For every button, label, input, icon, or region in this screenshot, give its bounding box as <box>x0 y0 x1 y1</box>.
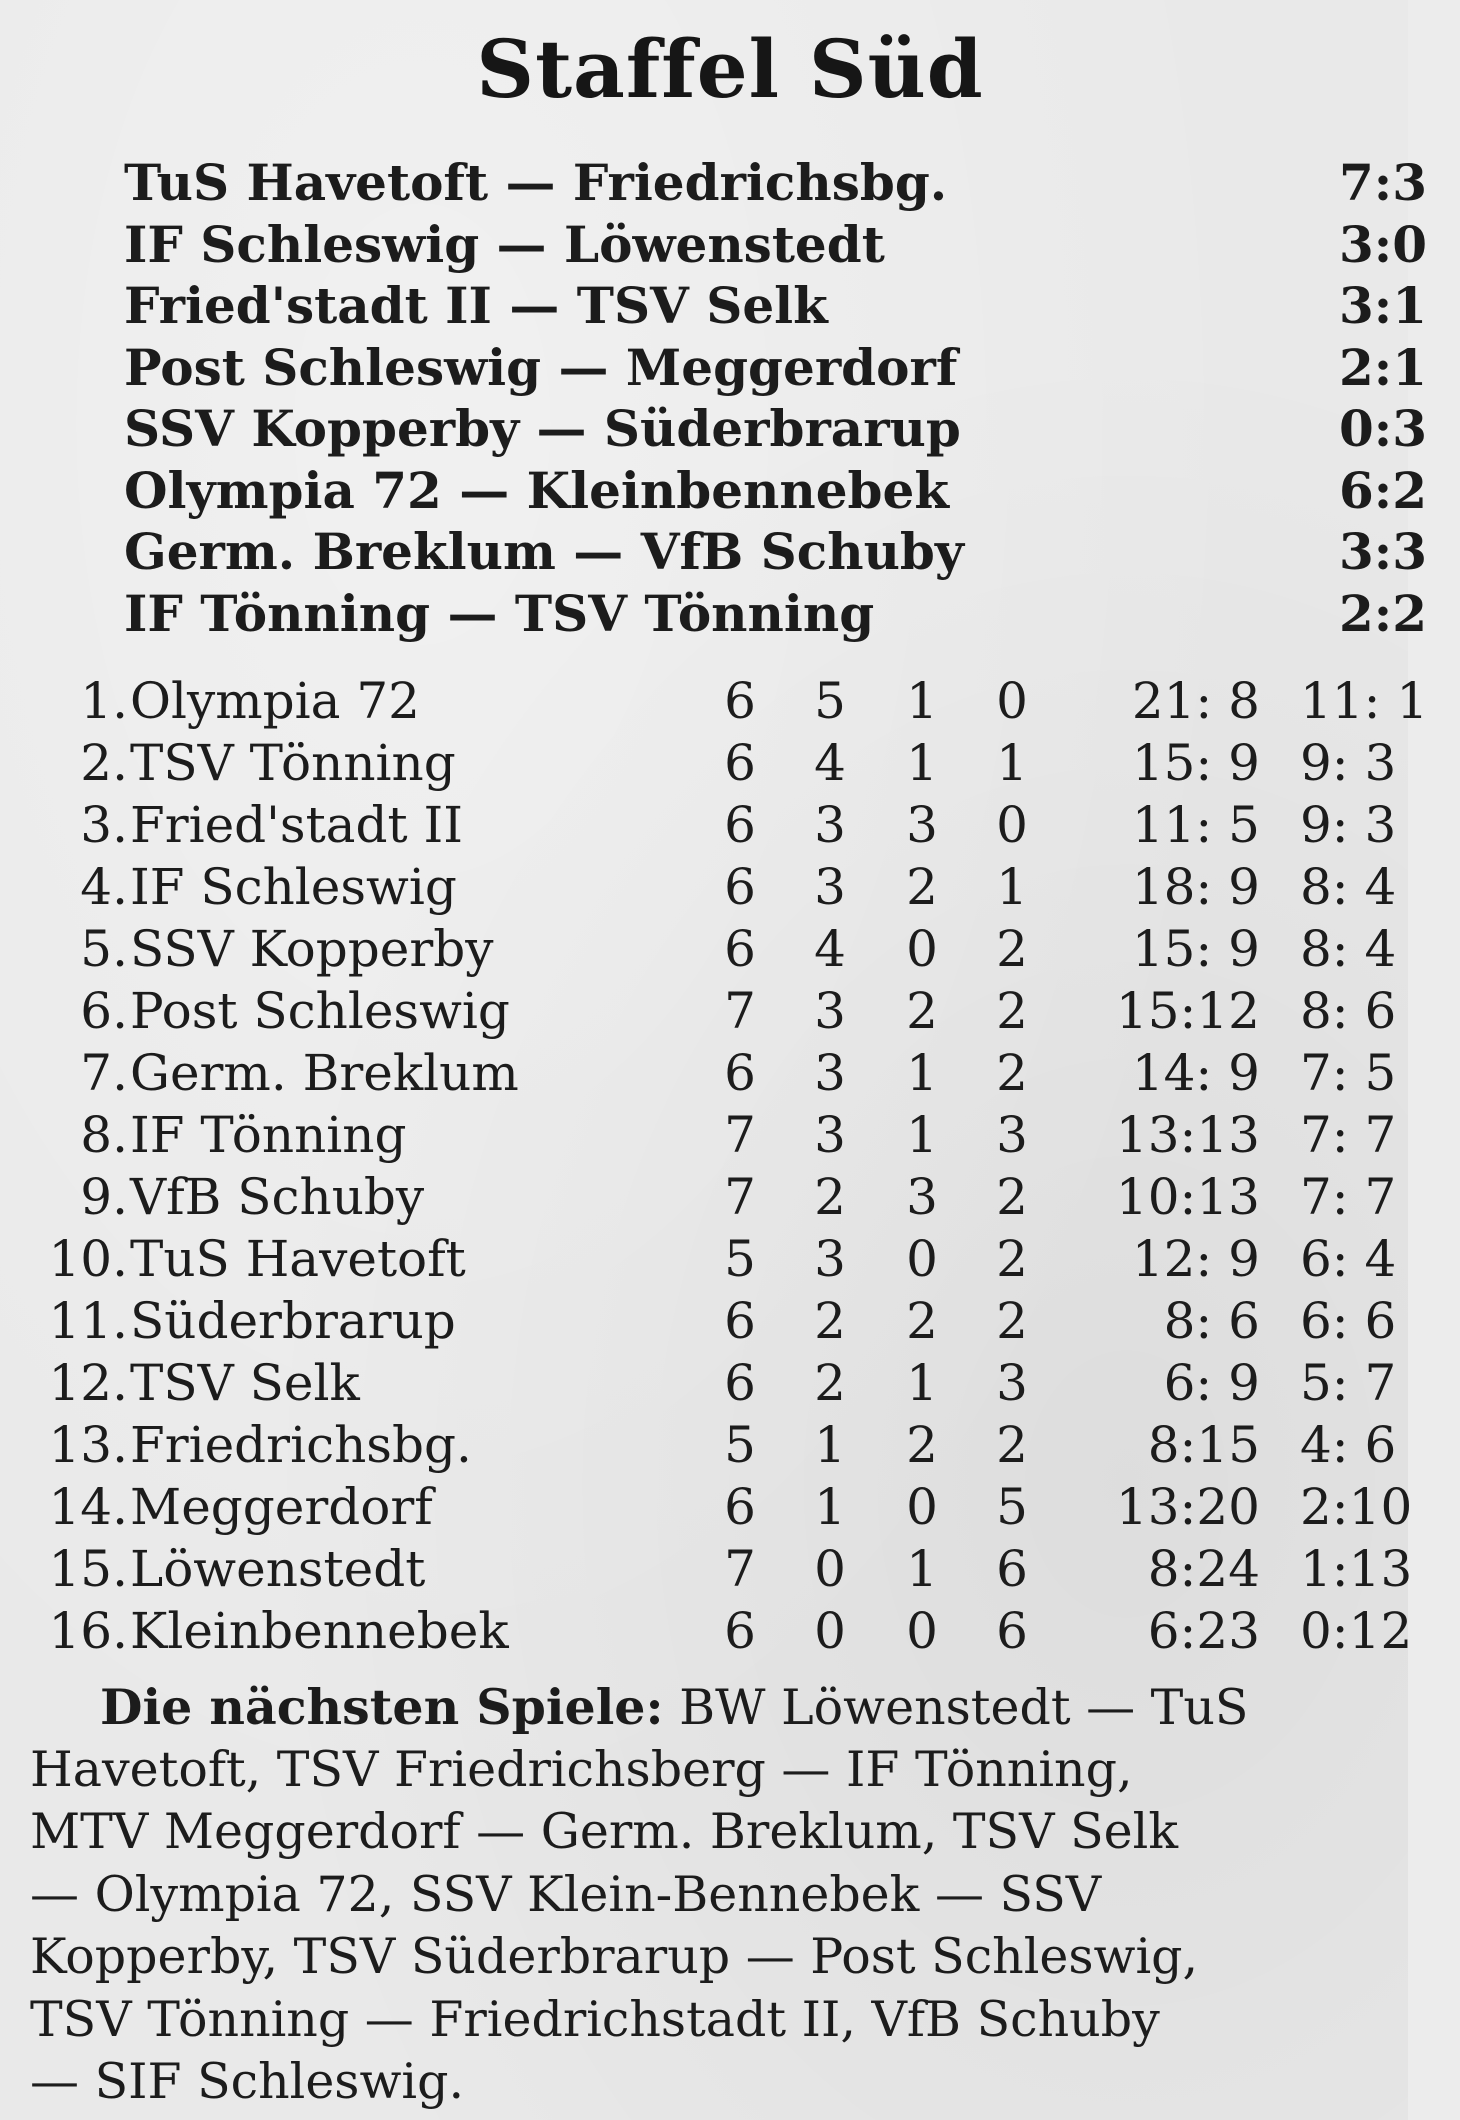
result-match: Fried'stadt II — TSV Selk <box>124 276 828 335</box>
result-row <box>124 152 1428 214</box>
wins: 1 <box>814 1478 846 1536</box>
losses: 5 <box>996 1478 1028 1536</box>
goals: 18: 9 <box>1131 858 1260 916</box>
result-score: 6:2 <box>1339 460 1428 520</box>
next-games-text: BW Löwenstedt — TuS <box>679 1679 1249 1736</box>
points: 7: 7 <box>1300 1168 1397 1226</box>
result-match: TuS Havetoft — Friedrichsbg. <box>124 153 948 212</box>
rank: 16. <box>48 1602 128 1660</box>
draws: 1 <box>906 1354 938 1412</box>
standings-row <box>30 1228 1430 1290</box>
goals: 13:13 <box>1115 1106 1260 1164</box>
rank: 13. <box>48 1416 128 1474</box>
points: 1:13 <box>1300 1540 1413 1598</box>
points: 7: 7 <box>1300 1106 1397 1164</box>
wins: 0 <box>814 1540 846 1598</box>
result-score: 3:0 <box>1339 214 1428 274</box>
result-match: SSV Kopperby — Süderbrarup <box>124 399 961 458</box>
draws: 1 <box>906 1106 938 1164</box>
result-score: 7:3 <box>1339 153 1428 212</box>
wins: 3 <box>814 1106 846 1164</box>
standings-table <box>30 670 1430 1662</box>
team-name: Germ. Breklum <box>130 1044 519 1102</box>
standings-row <box>30 1166 1430 1228</box>
goals: 15: 9 <box>1131 920 1260 978</box>
standings-row <box>30 1042 1430 1104</box>
draws: 0 <box>906 1602 938 1660</box>
losses: 3 <box>996 1106 1028 1164</box>
rank: 5. <box>80 920 128 978</box>
points: 4: 6 <box>1300 1416 1397 1474</box>
points: 6: 6 <box>1300 1292 1397 1350</box>
games-played: 6 <box>724 1602 756 1660</box>
losses: 2 <box>996 1416 1028 1474</box>
rank: 6. <box>80 982 128 1040</box>
next-games-line: MTV Meggerdorf — Germ. Breklum, TSV Selk <box>30 1803 1179 1860</box>
standings-row <box>30 980 1430 1042</box>
rank: 10. <box>48 1230 128 1288</box>
rank: 11. <box>48 1292 128 1350</box>
result-row <box>124 521 1428 583</box>
standings-row <box>30 1600 1430 1662</box>
goals: 15:12 <box>1115 982 1260 1040</box>
draws: 0 <box>906 1478 938 1536</box>
section-title: Staffel Süd <box>476 22 984 116</box>
points: 8: 6 <box>1300 982 1397 1040</box>
team-name: TSV Tönning <box>130 734 456 792</box>
draws: 2 <box>906 1292 938 1350</box>
wins: 3 <box>814 796 846 854</box>
team-name: VfB Schuby <box>130 1168 425 1226</box>
standings-row <box>30 1352 1430 1414</box>
games-played: 7 <box>724 1106 756 1164</box>
goals: 15: 9 <box>1131 734 1260 792</box>
match-results <box>124 152 1428 644</box>
team-name: Friedrichsbg. <box>130 1416 472 1474</box>
points: 11: 1 <box>1300 672 1429 730</box>
result-score: 2:1 <box>1339 337 1428 397</box>
standings-row <box>30 1104 1430 1166</box>
losses: 2 <box>996 1292 1028 1350</box>
points: 8: 4 <box>1300 920 1397 978</box>
standings-row <box>30 1290 1430 1352</box>
draws: 2 <box>906 1416 938 1474</box>
wins: 3 <box>814 1230 846 1288</box>
team-name: Meggerdorf <box>130 1478 433 1536</box>
games-played: 5 <box>724 1230 756 1288</box>
wins: 1 <box>814 1416 846 1474</box>
draws: 1 <box>906 672 938 730</box>
result-score: 3:3 <box>1339 522 1428 581</box>
team-name: Löwenstedt <box>130 1540 426 1598</box>
games-played: 7 <box>724 1168 756 1226</box>
next-games-label: Die nächsten Spiele: <box>100 1678 664 1736</box>
draws: 3 <box>906 796 938 854</box>
points: 8: 4 <box>1300 858 1397 916</box>
wins: 3 <box>814 858 846 916</box>
losses: 1 <box>996 734 1028 792</box>
losses: 2 <box>996 1044 1028 1102</box>
wins: 0 <box>814 1602 846 1660</box>
games-played: 6 <box>724 672 756 730</box>
goals: 6:23 <box>1147 1602 1260 1660</box>
team-name: Post Schleswig <box>130 982 510 1040</box>
losses: 3 <box>996 1354 1028 1412</box>
next-games-paragraph <box>30 1676 1430 2114</box>
team-name: Fried'stadt II <box>130 796 463 854</box>
rank: 12. <box>48 1354 128 1412</box>
goals: 8:24 <box>1147 1540 1260 1598</box>
next-games-line: — SIF Schleswig. <box>30 2053 465 2110</box>
standings-row <box>30 670 1430 732</box>
wins: 3 <box>814 982 846 1040</box>
draws: 3 <box>906 1168 938 1226</box>
result-match: Olympia 72 — Kleinbennebek <box>124 460 949 520</box>
team-name: Olympia 72 <box>130 672 420 730</box>
draws: 1 <box>906 1044 938 1102</box>
team-name: TuS Havetoft <box>130 1230 466 1288</box>
wins: 4 <box>814 920 846 978</box>
rank: 3. <box>80 796 128 854</box>
losses: 2 <box>996 1230 1028 1288</box>
goals: 8:15 <box>1147 1416 1260 1474</box>
losses: 2 <box>996 982 1028 1040</box>
result-row <box>124 337 1428 399</box>
result-score: 2:2 <box>1339 583 1428 643</box>
draws: 0 <box>906 920 938 978</box>
games-played: 6 <box>724 1354 756 1412</box>
team-name: Süderbrarup <box>130 1292 456 1350</box>
losses: 0 <box>996 672 1028 730</box>
team-name: IF Schleswig <box>130 858 457 916</box>
standings-row <box>30 1414 1430 1476</box>
standings-row <box>30 1538 1430 1600</box>
draws: 1 <box>906 1540 938 1598</box>
rank: 9. <box>80 1168 128 1226</box>
standings-row <box>30 1476 1430 1538</box>
games-played: 6 <box>724 1478 756 1536</box>
result-match: Germ. Breklum — VfB Schuby <box>124 522 964 581</box>
standings-row <box>30 732 1430 794</box>
goals: 8: 6 <box>1163 1292 1260 1350</box>
rank: 15. <box>48 1540 128 1598</box>
goals: 10:13 <box>1115 1168 1260 1226</box>
losses: 1 <box>996 858 1028 916</box>
rank: 1. <box>80 672 128 730</box>
result-match: IF Schleswig — Löwenstedt <box>124 214 885 274</box>
losses: 0 <box>996 796 1028 854</box>
losses: 2 <box>996 1168 1028 1226</box>
standings-row <box>30 856 1430 918</box>
games-played: 6 <box>724 858 756 916</box>
result-row <box>124 460 1428 522</box>
rank: 8. <box>80 1106 128 1164</box>
result-score: 0:3 <box>1339 399 1428 458</box>
games-played: 7 <box>724 1540 756 1598</box>
wins: 2 <box>814 1292 846 1350</box>
result-row <box>124 398 1428 460</box>
result-match: Post Schleswig — Meggerdorf <box>124 337 958 397</box>
result-match: IF Tönning — TSV Tönning <box>124 583 875 643</box>
standings-row <box>30 794 1430 856</box>
result-row <box>124 214 1428 276</box>
points: 7: 5 <box>1300 1044 1397 1102</box>
next-games-line: TSV Tönning — Friedrichstadt II, VfB Schuby <box>30 1990 1160 2048</box>
points: 9: 3 <box>1300 734 1397 792</box>
result-row <box>124 583 1428 645</box>
games-played: 5 <box>724 1416 756 1474</box>
games-played: 6 <box>724 1044 756 1102</box>
games-played: 7 <box>724 982 756 1040</box>
points: 5: 7 <box>1300 1354 1397 1412</box>
goals: 11: 5 <box>1131 796 1260 854</box>
points: 6: 4 <box>1300 1230 1397 1288</box>
goals: 13:20 <box>1115 1478 1260 1536</box>
losses: 6 <box>996 1602 1028 1660</box>
goals: 12: 9 <box>1131 1230 1260 1288</box>
team-name: IF Tönning <box>130 1106 407 1164</box>
wins: 3 <box>814 1044 846 1102</box>
games-played: 6 <box>724 920 756 978</box>
games-played: 6 <box>724 734 756 792</box>
next-games-line <box>30 1676 1430 1739</box>
draws: 1 <box>906 734 938 792</box>
draws: 2 <box>906 982 938 1040</box>
goals: 6: 9 <box>1163 1354 1260 1412</box>
draws: 0 <box>906 1230 938 1288</box>
rank: 7. <box>80 1044 128 1102</box>
rank: 14. <box>48 1478 128 1536</box>
next-games-line: Havetoft, TSV Friedrichsberg — IF Tönning, <box>30 1740 1133 1798</box>
next-games-line: Kopperby, TSV Süderbrarup — Post Schleswig, <box>30 1928 1199 1985</box>
goals: 14: 9 <box>1131 1044 1260 1102</box>
games-played: 6 <box>724 796 756 854</box>
goals: 21: 8 <box>1131 672 1260 730</box>
team-name: SSV Kopperby <box>130 920 494 978</box>
team-name: Kleinbennebek <box>130 1602 509 1660</box>
next-games-line: — Olympia 72, SSV Klein-Bennebek — SSV <box>30 1865 1102 1923</box>
wins: 2 <box>814 1168 846 1226</box>
losses: 6 <box>996 1540 1028 1598</box>
standings-row <box>30 918 1430 980</box>
games-played: 6 <box>724 1292 756 1350</box>
losses: 2 <box>996 920 1028 978</box>
rank: 2. <box>80 734 128 792</box>
result-row <box>124 275 1428 337</box>
points: 2:10 <box>1300 1478 1413 1536</box>
wins: 5 <box>814 672 846 730</box>
team-name: TSV Selk <box>130 1354 360 1412</box>
draws: 2 <box>906 858 938 916</box>
wins: 2 <box>814 1354 846 1412</box>
rank: 4. <box>80 858 128 916</box>
points: 9: 3 <box>1300 796 1397 854</box>
result-score: 3:1 <box>1339 276 1428 335</box>
points: 0:12 <box>1300 1602 1413 1660</box>
wins: 4 <box>814 734 846 792</box>
